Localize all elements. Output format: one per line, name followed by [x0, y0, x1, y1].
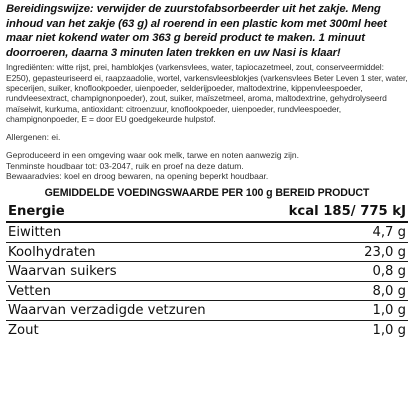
nutrition-row-fat: [6, 281, 408, 301]
nutrition-value: 4,7 g: [257, 222, 408, 242]
nutrition-row-protein: [6, 222, 408, 242]
product-label: [6, 2, 408, 339]
best-before-text: Tenminste houdbaar tot: 03-2047, ruik en proef na deze datum.: [6, 160, 244, 171]
nutrition-label: Energie: [6, 201, 257, 222]
nutrition-value: 8,0 g: [257, 281, 408, 301]
nutrition-label: Koolhydraten: [6, 242, 257, 262]
nutrition-value: 1,0 g: [257, 301, 408, 321]
nutrition-label: Waarvan verzadigde vetzuren: [6, 301, 257, 321]
ingredients-text: Ingrediënten: witte rijst, prei, hamblokjes (varkensvlees, water, tapiocazetmeel, zout, conserveermiddel: E250), gepasteuriseerd ei, raapzaadolie, wortel, varkensvleesblokjes (varkensvlees Beter Leven 1 ster, water, specerijen, suiker, knoflookpoeder, uienpoeder, selderijpoeder, maltodextrine, kippenvleespoeder, rundvleesextract, champignonpoeder), zout, suiker, maïszetmeel, aroma, maltodextrine, gehydrolyseerd maïseiwit, kurkuma, antioxidant: citroenzuur, knoflookpoeder, uienpoeder, rundvleespoeder, champignonpoeder, E = door EU goedgekeurde hulpstof.: [6, 62, 408, 124]
production-text: Geproduceerd in een omgeving waar ook melk, tarwe en noten aanwezig zijn.: [6, 150, 299, 161]
nutrition-row-salt: [6, 320, 408, 339]
nutrition-row-sugars: [6, 262, 408, 282]
nutrition-value: kcal 185/ 775 kJ: [257, 201, 408, 222]
nutrition-value: 0,8 g: [257, 262, 408, 282]
nutrition-value: 23,0 g: [257, 242, 408, 262]
spacer: [6, 142, 408, 150]
storage-text: Bewaaradvies: koel en droog bewaren, na opening beperkt houdbaar.: [6, 171, 269, 182]
nutrition-table: [6, 201, 408, 339]
nutrition-label: Waarvan suikers: [6, 262, 257, 282]
preparation-instructions: Bereidingswijze: verwijder de zuurstofabsorbeerder uit het zakje. Meng inhoud van het zakje (63 g) al roerend in een plastic kom met 300ml heet maar niet kokend water om 363 g bereid product te maken. 1 minuut doorroeren, daarna 3 minuten laten trekken en uw Nasi is klaar!: [6, 3, 387, 59]
nutrition-row-carbohydrates: [6, 242, 408, 262]
nutrition-label: Zout: [8, 322, 39, 338]
nutrition-label: Vetten: [6, 281, 257, 301]
nutrition-label: Eiwitten: [6, 222, 257, 242]
nutrition-value: 1,0 g: [372, 322, 406, 338]
allergens-text: Allergenen: ei.: [6, 132, 61, 143]
spacer: [6, 124, 408, 132]
nutrition-row-energy: [6, 201, 408, 222]
nutrition-row-saturated-fat: [6, 301, 408, 321]
nutrition-title: GEMIDDELDE VOEDINGSWAARDE PER 100 g BEREID PRODUCT: [44, 187, 370, 200]
